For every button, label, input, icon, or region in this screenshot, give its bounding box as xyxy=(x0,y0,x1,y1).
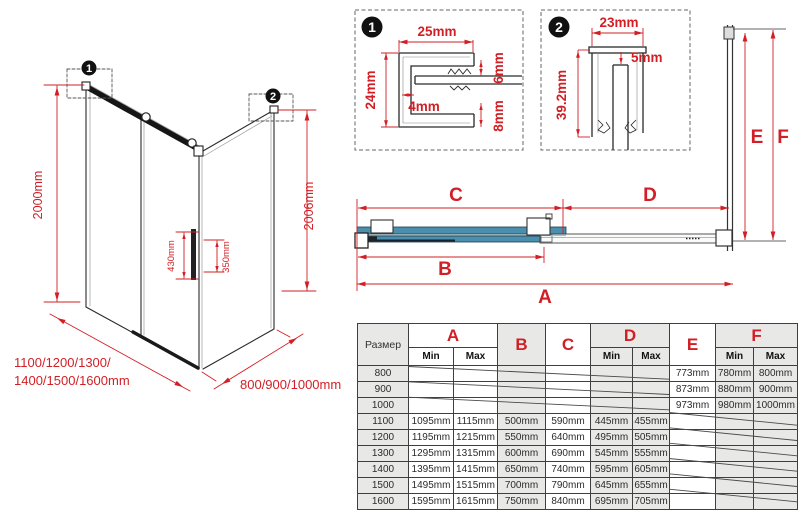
plan-dim-b: B xyxy=(438,259,452,280)
col-b-header: B xyxy=(498,324,546,366)
detail-1 xyxy=(355,10,523,150)
dim-depth: 800/900/1000mm xyxy=(240,377,342,392)
dim-handle-length: 430mm xyxy=(166,240,177,272)
d-max-header: Max xyxy=(633,348,670,366)
detail1-dim-wall: 4mm xyxy=(408,99,440,114)
table-row-800: 800 773mm 780mm 800mm xyxy=(358,366,798,382)
detail2-dim-gap: 5mm xyxy=(631,50,663,65)
detail-2 xyxy=(541,10,690,150)
detail-2-marker-label: 2 xyxy=(555,19,563,35)
dim-height-left: 2000mm xyxy=(31,170,45,220)
dim-width-line2: 1400/1500/1600mm xyxy=(14,373,130,388)
col-size-header: Размер xyxy=(358,324,409,366)
table-row-1500: 1500 1495mm 1515mm 700mm 790mm 645mm 655mm xyxy=(358,478,798,494)
table-row-1400: 1400 1395mm 1415mm 650mm 740mm 595mm 605mm xyxy=(358,462,798,478)
table-row-1200: 1200 1195mm 1215mm 550mm 640mm 495mm 505mm xyxy=(358,430,798,446)
plan-dim-f: F xyxy=(777,127,789,148)
col-c-header: C xyxy=(546,324,591,366)
iso-view xyxy=(14,61,341,393)
dim-handle-span: 350mm xyxy=(221,241,232,273)
col-f-header: F xyxy=(716,324,798,348)
roller-icon xyxy=(142,113,150,121)
detail1-dim-top: 25mm xyxy=(417,24,457,39)
detail1-dim-left: 24mm xyxy=(363,70,378,110)
marker-2-label: 2 xyxy=(269,91,277,103)
plan-dim-c: C xyxy=(449,185,463,206)
detail2-dim-height: 39.2mm xyxy=(554,69,569,121)
dim-height-right: 2006mm xyxy=(302,181,316,231)
marker-1-label: 1 xyxy=(85,63,93,75)
plan-dim-d: D xyxy=(643,185,657,206)
col-d-header: D xyxy=(591,324,670,348)
detail-1-marker-label: 1 xyxy=(368,19,376,35)
col-a-header: A xyxy=(409,324,498,348)
dimensions-table xyxy=(357,323,798,510)
plan-dim-e: E xyxy=(750,127,764,148)
table-row-1300: 1300 1295mm 1315mm 600mm 690mm 545mm 555mm xyxy=(358,446,798,462)
dim-width-line1: 1100/1200/1300/ xyxy=(14,355,111,370)
table-row-900: 900 873mm 880mm 900mm xyxy=(358,382,798,398)
detail1-dim-glass-top: 6mm xyxy=(491,52,506,84)
plan-dim-a: A xyxy=(538,287,552,308)
table-row-1600: 1600 1595mm 1615mm 750mm 840mm 695mm 705mm xyxy=(358,494,798,510)
f-max-header: Max xyxy=(754,348,798,366)
a-min-header: Min xyxy=(409,348,454,366)
col-e-header: E xyxy=(670,324,716,366)
table-row-1000: 1000 973mm 980mm 1000mm xyxy=(358,398,798,414)
detail1-dim-glass-bottom: 8mm xyxy=(491,100,506,132)
d-min-header: Min xyxy=(591,348,633,366)
door-handle xyxy=(191,229,196,280)
detail2-dim-top: 23mm xyxy=(599,15,639,30)
f-min-header: Min xyxy=(716,348,754,366)
table-row-1100: 1100 1095mm 1115mm 500mm 590mm 445mm 455mm xyxy=(358,414,798,430)
a-max-header: Max xyxy=(454,348,498,366)
